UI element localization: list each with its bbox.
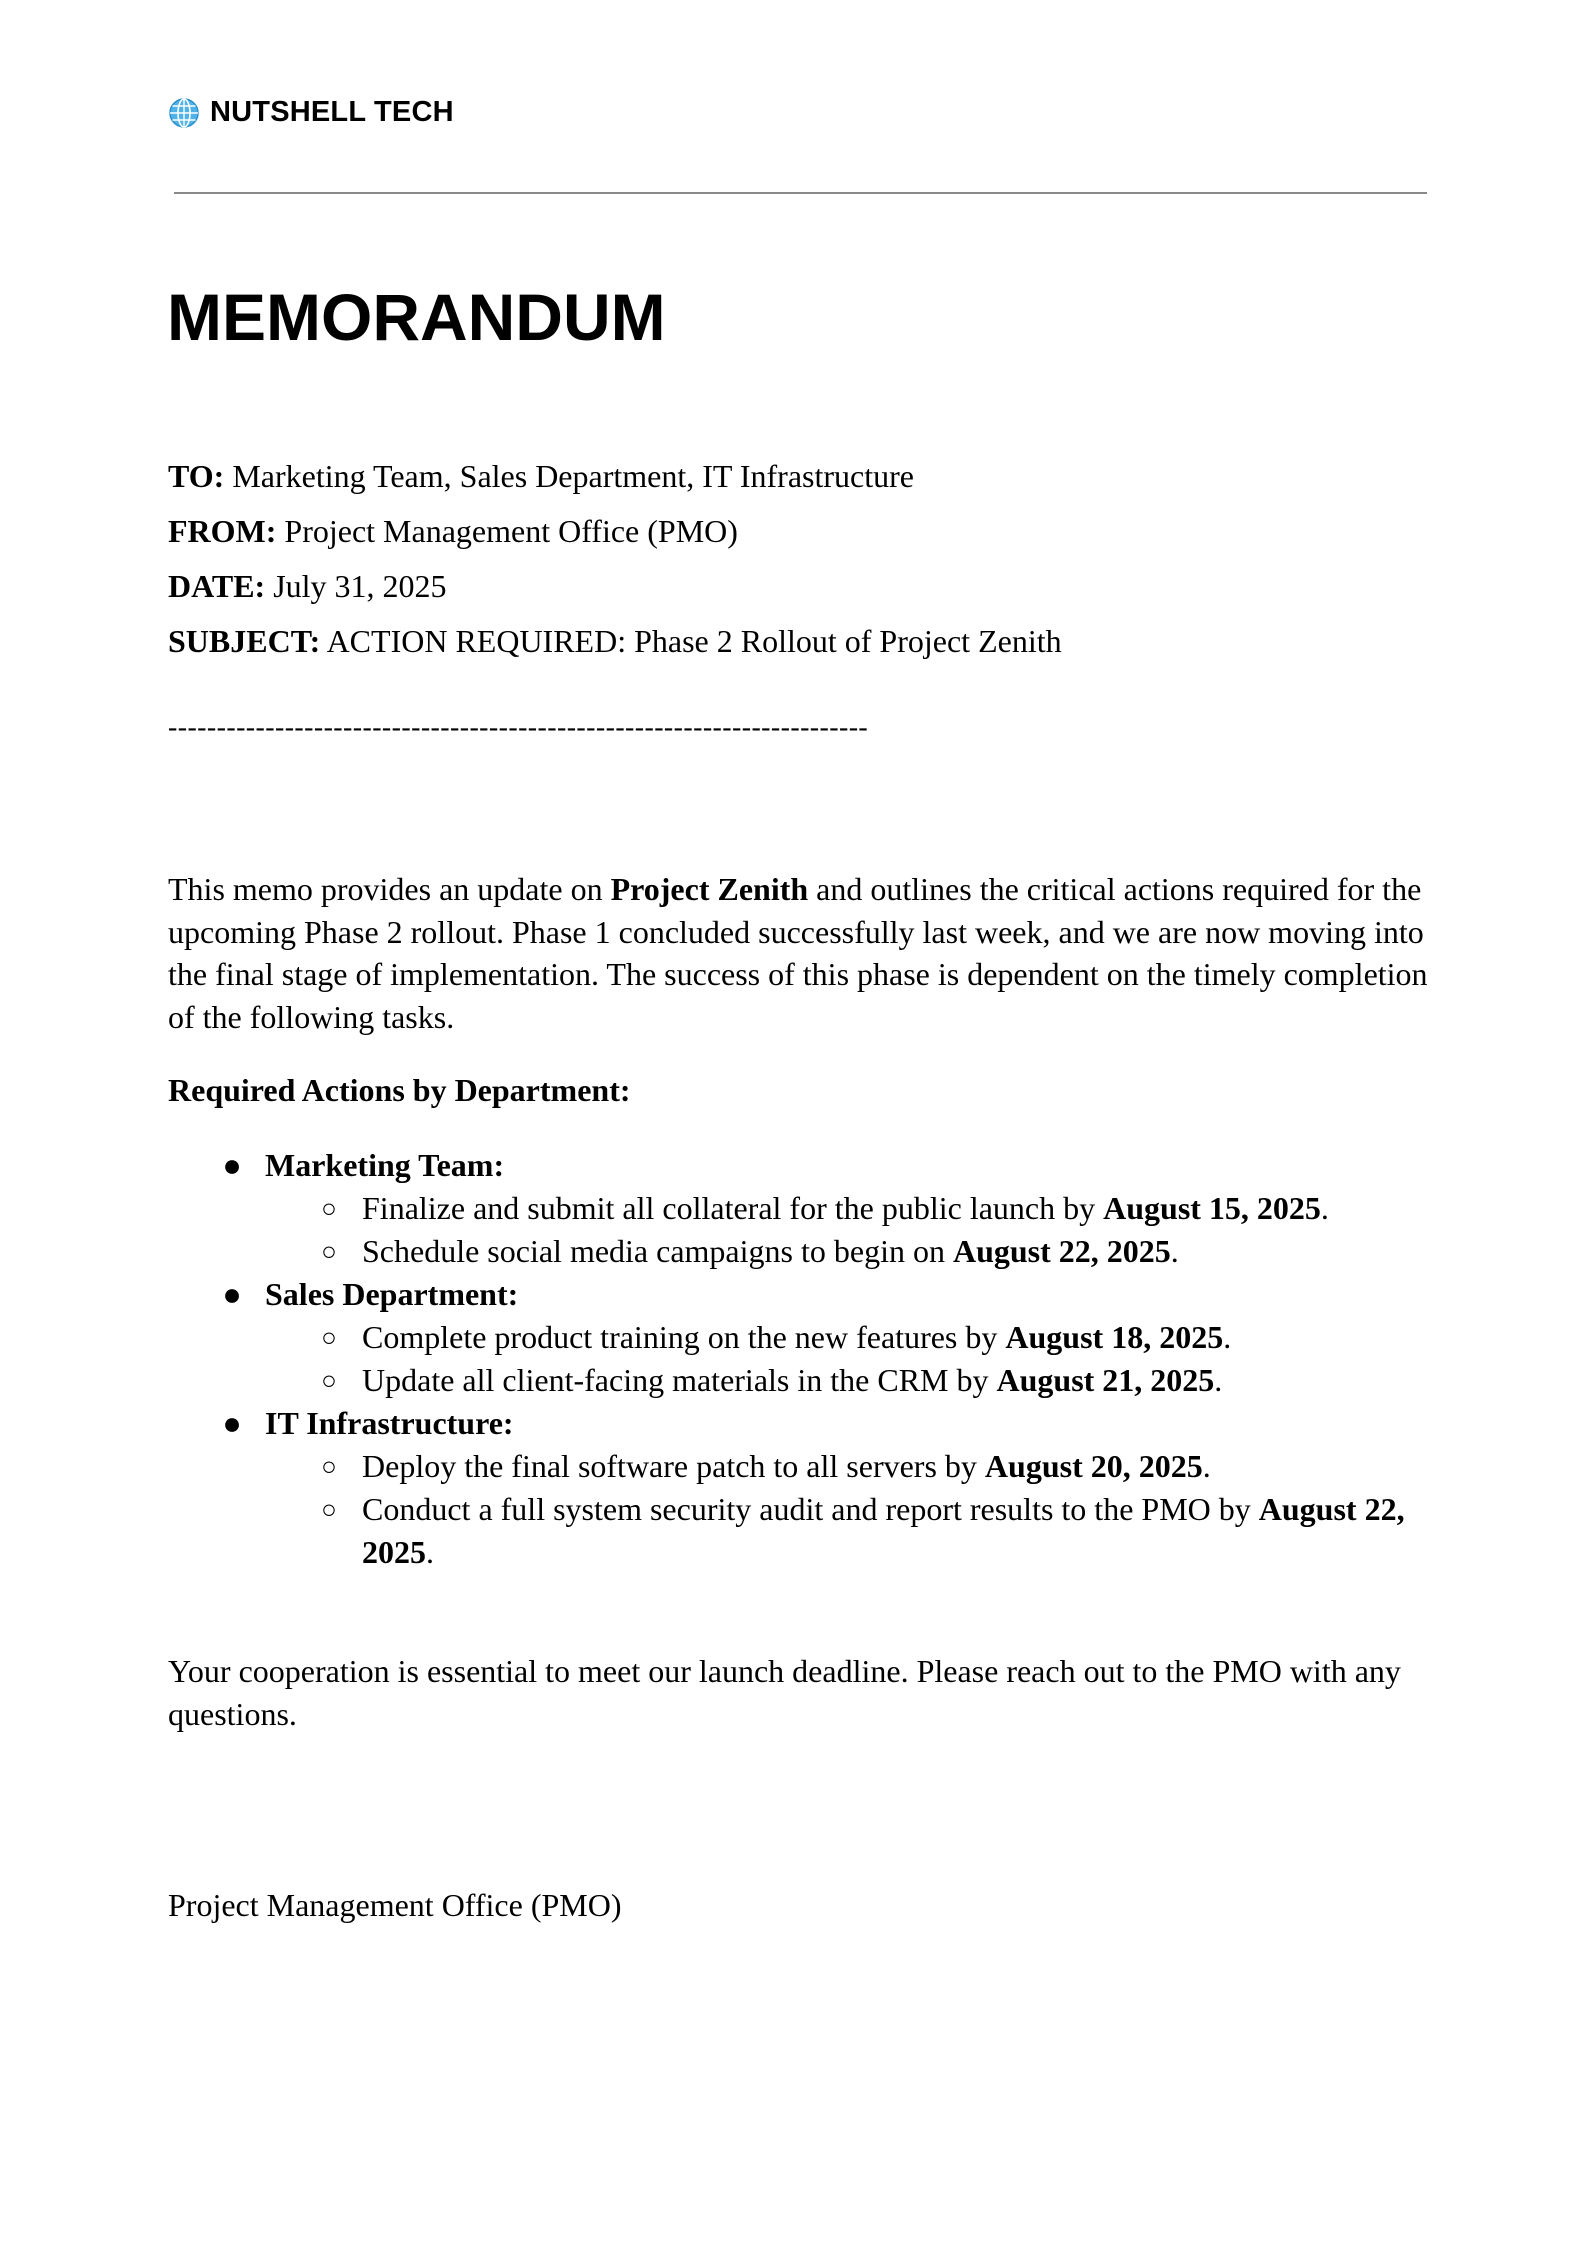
to-row <box>168 454 1428 509</box>
memo-meta <box>168 454 1428 674</box>
actions-heading: Required Actions by Department: <box>168 1072 631 1108</box>
task-text: Update all client-facing materials in the CRM by <box>362 1362 997 1398</box>
task-item <box>168 1359 1438 1402</box>
task-item <box>168 1230 1438 1273</box>
bullet-icon: ● <box>222 1147 242 1183</box>
globe-icon <box>168 97 200 129</box>
task-item <box>168 1187 1438 1230</box>
task-item <box>168 1316 1438 1359</box>
task-end: . <box>426 1534 434 1570</box>
subject-row <box>168 619 1428 674</box>
intro-text-after: and outlines the critical actions required for the upcoming Phase 2 rollout. Phase 1 concluded successfully last week, and we are now moving into the final stage of implementation. The success of this phase is dependent on the timely completion of the following tasks. <box>168 871 1428 1035</box>
department-item <box>168 1402 1438 1574</box>
intro-text-before: This memo provides an update on <box>168 871 611 907</box>
closing-paragraph: Your cooperation is essential to meet our launch deadline. Please reach out to the PMO with any questions. <box>168 1653 1401 1732</box>
task-text: Complete product training on the new features by <box>362 1319 1006 1355</box>
department-actions-list <box>168 1144 1438 1574</box>
task-date: August 22, 2025 <box>952 1233 1171 1269</box>
memo-title: MEMORANDUM <box>167 280 666 354</box>
date-value: July 31, 2025 <box>273 568 447 604</box>
signature: Project Management Office (PMO) <box>168 1887 622 1923</box>
project-name: Project Zenith <box>610 871 809 907</box>
circle-bullet-icon: ○ <box>321 1237 337 1266</box>
date-row <box>168 564 1428 619</box>
brand-name: NUTSHELL TECH <box>210 96 454 128</box>
task-end: . <box>1170 1233 1179 1269</box>
circle-bullet-icon: ○ <box>321 1323 337 1352</box>
task-list <box>168 1445 1438 1574</box>
from-label: FROM: <box>168 513 277 549</box>
task-end: . <box>1202 1448 1211 1484</box>
circle-bullet-icon: ○ <box>321 1495 337 1524</box>
circle-bullet-icon: ○ <box>321 1194 337 1223</box>
department-name: IT Infrastructure: <box>265 1405 514 1441</box>
task-text: Finalize and submit all collateral for the public launch by <box>362 1190 1104 1226</box>
date-label: DATE: <box>168 568 266 604</box>
task-end: . <box>1214 1362 1223 1398</box>
circle-bullet-icon: ○ <box>321 1366 337 1395</box>
department-name: Marketing Team: <box>265 1147 505 1183</box>
task-text: Conduct a full system security audit and report results to the PMO by <box>362 1491 1259 1527</box>
task-list <box>168 1316 1438 1402</box>
task-text: Deploy the final software patch to all servers by <box>362 1448 985 1484</box>
to-label: TO: <box>168 458 225 494</box>
task-end: . <box>1223 1319 1232 1355</box>
subject-value: ACTION REQUIRED: Phase 2 Rollout of Project Zenith <box>326 623 1062 659</box>
brand-header <box>168 96 454 129</box>
task-date: August 18, 2025 <box>1005 1319 1224 1355</box>
bullet-icon: ● <box>222 1276 242 1312</box>
department-item <box>168 1144 1438 1273</box>
intro-paragraph <box>168 868 1430 1038</box>
from-value: Project Management Office (PMO) <box>284 513 738 549</box>
subject-label: SUBJECT: <box>168 623 321 659</box>
task-text: Schedule social media campaigns to begin on <box>362 1233 953 1269</box>
task-date: August 15, 2025 <box>1103 1190 1321 1226</box>
department-name: Sales Department: <box>265 1276 519 1312</box>
bullet-icon: ● <box>222 1405 242 1441</box>
task-item <box>168 1488 1438 1574</box>
department-item <box>168 1273 1438 1402</box>
task-date: August 21, 2025 <box>996 1362 1215 1398</box>
task-item <box>168 1445 1438 1488</box>
task-list <box>168 1187 1438 1273</box>
task-date: August 22, 2025 <box>362 1491 1405 1570</box>
header-divider <box>174 192 1427 194</box>
from-row <box>168 509 1428 564</box>
to-value: Marketing Team, Sales Department, IT Infrastructure <box>232 458 914 494</box>
circle-bullet-icon: ○ <box>321 1452 337 1481</box>
task-date: August 20, 2025 <box>984 1448 1203 1484</box>
dashed-separator: ------------------------------------------------------------------------ <box>168 712 869 743</box>
task-end: . <box>1320 1190 1329 1226</box>
